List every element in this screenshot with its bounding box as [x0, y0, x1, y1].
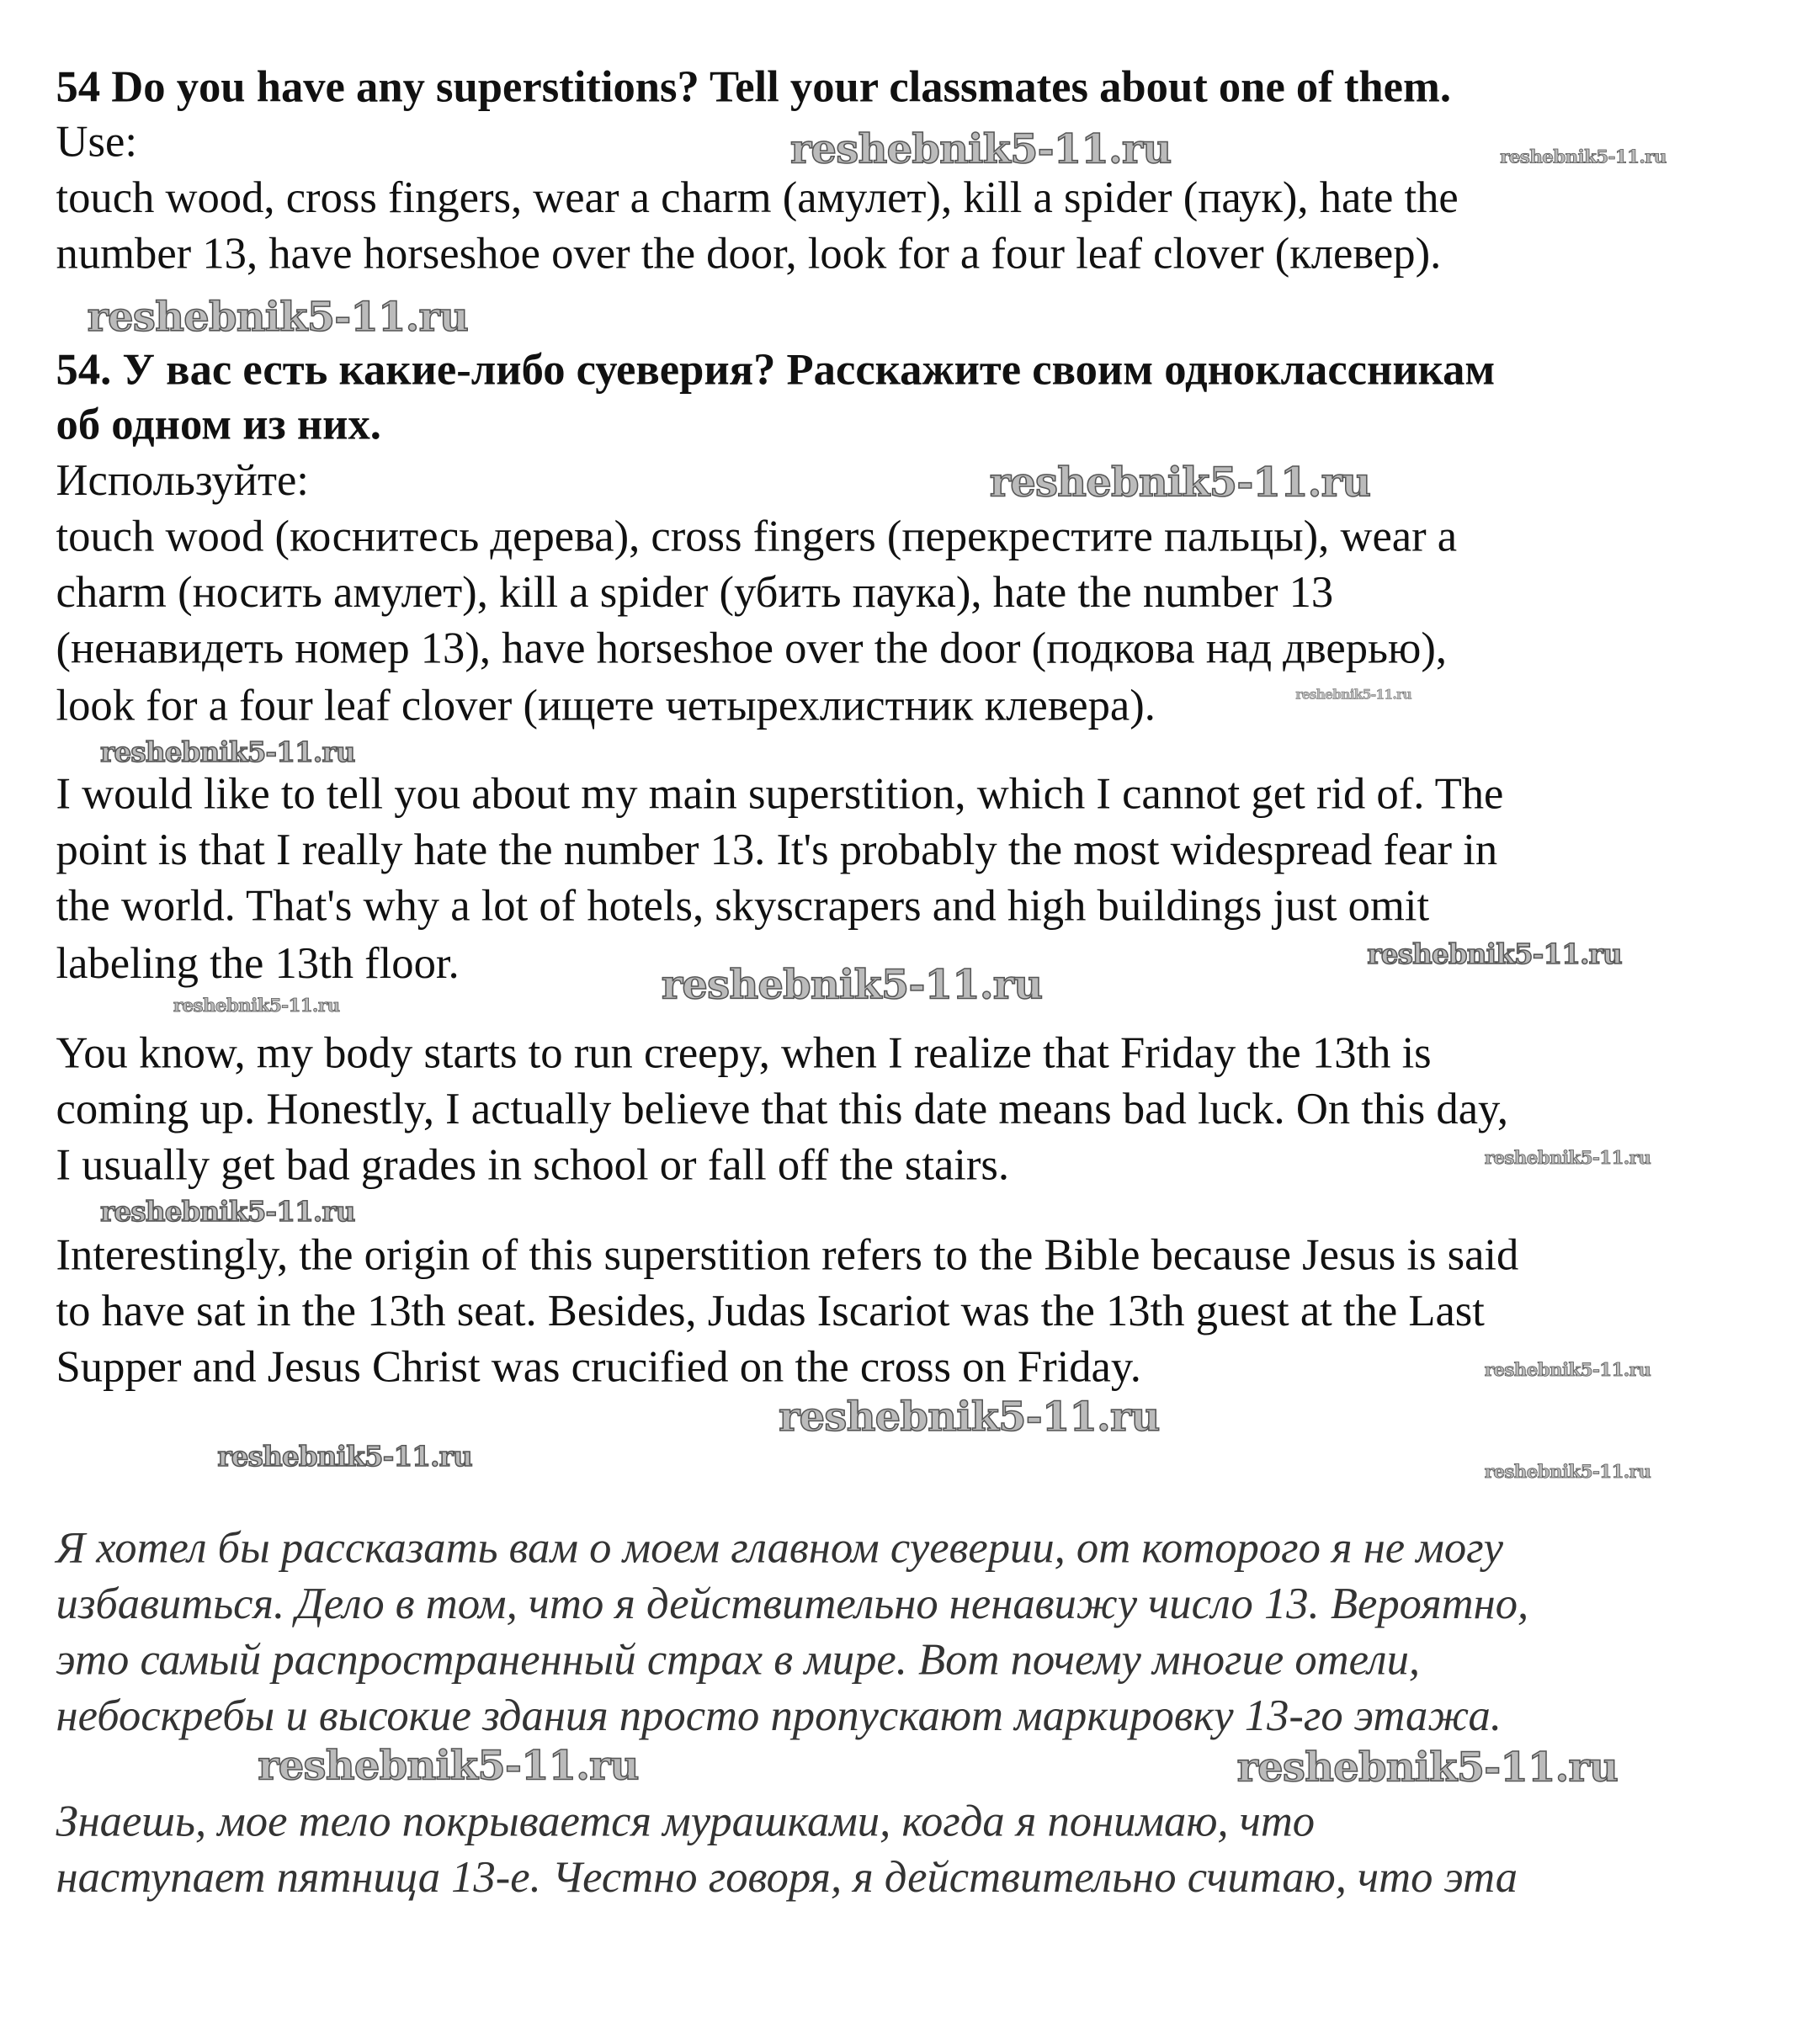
answer-ru-line: Знаешь, мое тело покрывается мурашками, когда я понимаю, что: [56, 1797, 1316, 1846]
answer-en-line: coming up. Honestly, I actually believe that this date means bad luck. On this day,: [56, 1086, 1509, 1134]
answer-en-line: I would like to tell you about my main superstition, which I cannot get rid of. The: [56, 770, 1504, 820]
answer-en-line: labeling the 13th floor.: [56, 939, 460, 989]
watermark: reshebnik5-11.ru: [1236, 1744, 1619, 1792]
watermark: reshebnik5-11.ru: [100, 1195, 355, 1228]
watermark: reshebnik5-11.ru: [790, 126, 1172, 173]
answer-en-line: Interestingly, the origin of this superstition refers to the Bible because Jesus is said: [56, 1231, 1519, 1280]
task-heading-ru: об одном из них.: [56, 401, 381, 449]
watermark: reshebnik5-11.ru: [661, 962, 1043, 1009]
watermark: reshebnik5-11.ru: [258, 1743, 639, 1791]
watermark: reshebnik5-11.ru: [1367, 937, 1622, 970]
watermark: reshebnik5-11.ru: [1484, 1148, 1651, 1170]
watermark: reshebnik5-11.ru: [217, 1439, 472, 1473]
watermark: reshebnik5-11.ru: [100, 735, 355, 768]
use-label-ru: Используйте:: [56, 456, 309, 506]
watermark: reshebnik5-11.ru: [87, 294, 469, 342]
watermark: reshebnik5-11.ru: [779, 1394, 1160, 1441]
watermark: reshebnik5-11.ru: [173, 995, 340, 1017]
answer-en-line: the world. That's why a lot of hotels, skyscrapers and high buildings just omit: [56, 882, 1430, 932]
phrases-ru-line: look for a four leaf clover (ищете четырехлистник клевера).: [56, 682, 1156, 730]
watermark: reshebnik5-11.ru: [989, 459, 1371, 507]
answer-ru-line: наступает пятница 13-е. Честно говоря, я действительно считаю, что эта: [56, 1853, 1518, 1903]
answer-ru-line: избавиться. Дело в том, что я действительно ненавижу число 13. Вероятно,: [56, 1580, 1529, 1629]
watermark: reshebnik5-11.ru: [1295, 688, 1411, 703]
task-heading-en: 54 Do you have any superstitions? Tell your classmates about one of them.: [56, 63, 1451, 113]
answer-en-line: I usually get bad grades in school or fall off the stairs.: [56, 1141, 1010, 1190]
phrases-en-line: touch wood, cross fingers, wear a charm (амулет), kill a spider (паук), hate the: [56, 174, 1459, 223]
watermark: reshebnik5-11.ru: [1484, 1462, 1651, 1484]
watermark: reshebnik5-11.ru: [1484, 1360, 1651, 1382]
use-label-en: Use:: [56, 118, 137, 167]
answer-en-line: point is that I really hate the number 13. It's probably the most widespread fear in: [56, 826, 1498, 875]
phrases-ru-line: charm (носить амулет), kill a spider (убить паука), hate the number 13: [56, 569, 1334, 618]
phrases-ru-line: (ненавидеть номер 13), have horseshoe over the door (подкова над дверью),: [56, 624, 1448, 673]
watermark: reshebnik5-11.ru: [1500, 146, 1666, 168]
answer-ru-line: небоскребы и высокие здания просто пропускают маркировку 13-го этажа.: [56, 1692, 1502, 1741]
answer-en-line: You know, my body starts to run creepy, when I realize that Friday the 13th is: [56, 1029, 1432, 1078]
task-heading-ru: 54. У вас есть какие-либо суеверия? Расскажите своим одноклассникам: [56, 346, 1496, 395]
answer-en-line: Supper and Jesus Christ was crucified on the cross on Friday.: [56, 1343, 1141, 1392]
answer-en-line: to have sat in the 13th seat. Besides, Judas Iscariot was the 13th guest at the Last: [56, 1287, 1485, 1336]
phrases-ru-line: touch wood (коснитесь дерева), cross fingers (перекрестите пальцы), wear a: [56, 512, 1458, 561]
answer-ru-line: это самый распространенный страх в мире. Вот почему многие отели,: [56, 1636, 1421, 1685]
answer-ru-line: Я хотел бы рассказать вам о моем главном суеверии, от которого я не могу: [56, 1524, 1504, 1573]
phrases-en-line: number 13, have horseshoe over the door, look for a four leaf clover (клевер).: [56, 230, 1442, 279]
